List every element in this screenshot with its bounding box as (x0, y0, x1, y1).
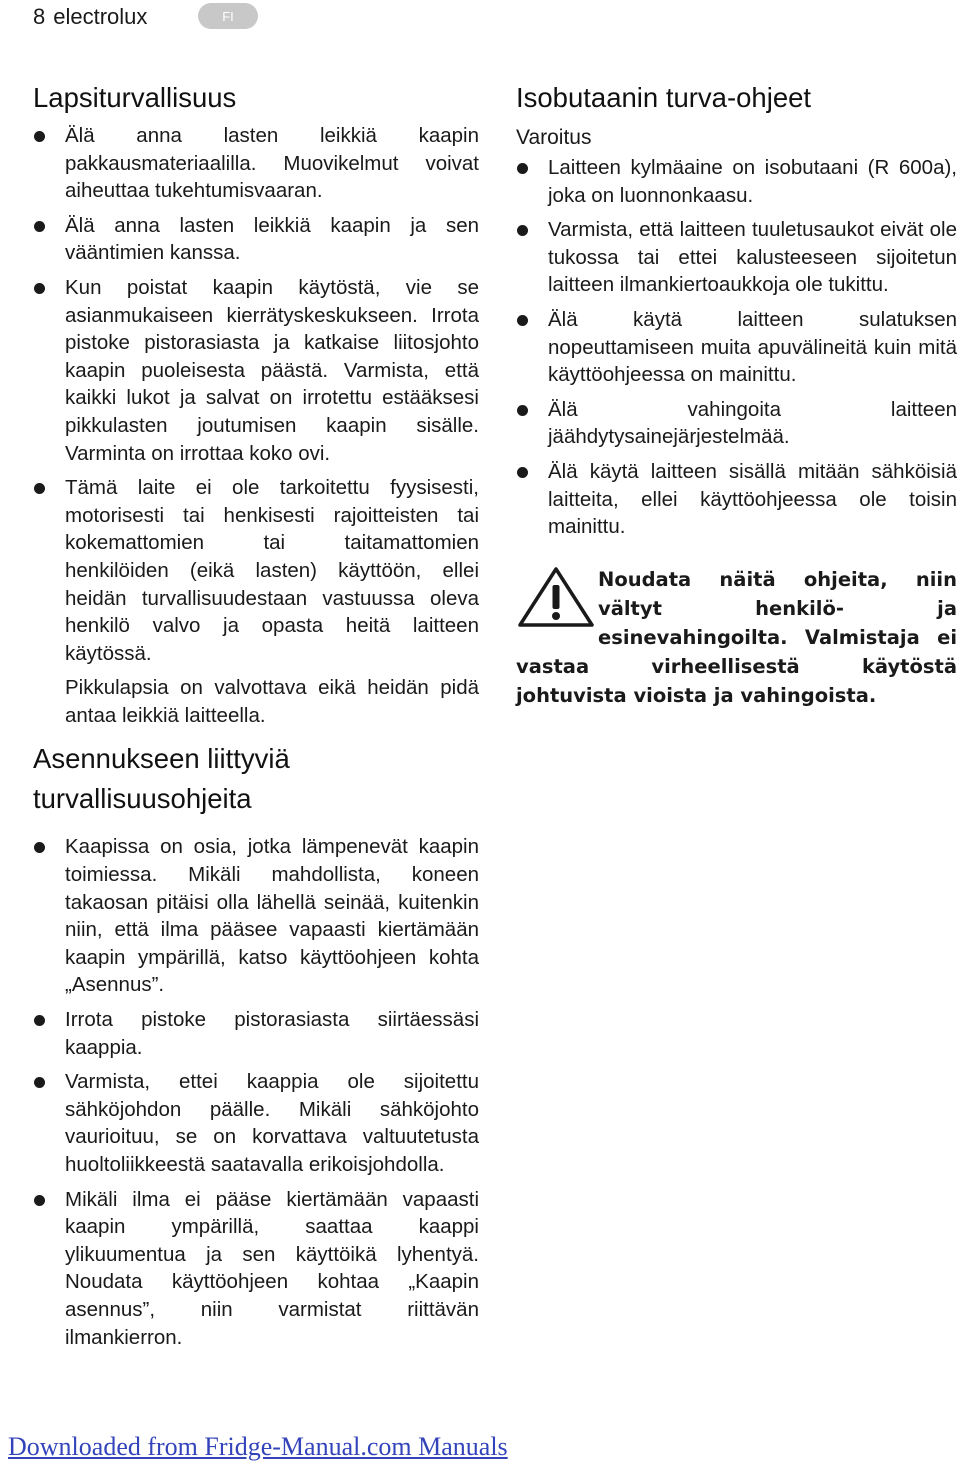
list-item (33, 833, 479, 999)
list-item (33, 212, 479, 267)
right-column (516, 76, 957, 710)
bullet-icon (517, 405, 528, 416)
list-item-text: Älä käytä laitteen sisällä mitään sähköisiä laitteita, ellei käyttöohjeessa ole toisin mainittu. (548, 459, 957, 539)
list-item-text: Laitteen kylmäaine on isobutaani (R 600a), joka on luonnonkaasu. (548, 156, 957, 207)
bullet-icon (34, 1015, 45, 1026)
bullet-icon (34, 842, 45, 853)
bullet-icon (517, 225, 528, 236)
list-item (516, 154, 957, 209)
language-badge: FI (198, 3, 258, 29)
list-item-text: Tämä laite ei ole tarkoitettu fyysisesti, motorisesti tai henkisesti rajoitteisten tai kokemattomien tai taitamattomien henkilöiden (eikä lasten) käyttöön, ellei heidän turvallisuudestaan vastuussa oleva henkilö valvo ja opasta heitä laitteen käytössä. (65, 476, 479, 665)
list-item (33, 1186, 479, 1352)
list-item-text: Kaapissa on osia, jotka lämpenevät kaapin toimiessa. Mikäli mahdollista, koneen takaosan pitäisi olla lähellä seinää, kuitenkin niin, että ilma pääsee vapaasti kiertämään kaapin ympärillä, katso käyttöohjeen kohta „Asennus”. (65, 835, 479, 997)
list-item-text: Kun poistat kaapin käytöstä, vie se asianmukaiseen kierrätyskeskukseen. Irrota pistoke pistorasiasta ja katkaise liitosjohto kaapin puoleisesta päästä. Varmista, että kaikki lukot ja salvat on irrotettu estääksesi pikkulasten joutumisen kaapin sisälle. Varminta on irrottaa koko ovi. (65, 275, 479, 465)
section-title-child-safety: Lapsiturvallisuus (33, 82, 237, 113)
bullet-icon (34, 221, 45, 232)
list-item (33, 122, 479, 205)
bullet-icon (34, 1077, 45, 1088)
list-item-text: Mikäli ilma ei pääse kiertämään vapaasti kaapin ympärillä, saattaa kaappi ylikuumentua ja sen käyttöikä lyhentyä. Noudata käyttöohjeen kohtaa „Kaapin asennus”, niin varmistat riittävän ilmankierron. (65, 1187, 479, 1349)
list-item-text: Älä anna lasten leikkiä kaapin ja sen vääntimien kanssa. (65, 213, 479, 265)
list-item (516, 458, 957, 541)
list-item-text: Älä vahingoita laitteen jäähdytysainejärjestelmää. (548, 397, 957, 449)
bullet-icon (34, 1195, 45, 1206)
download-source-link[interactable]: Downloaded from Fridge-Manual.com Manuals (8, 1432, 508, 1461)
list-item (33, 1006, 479, 1061)
list-item-text: Pikkulapsia on valvottava eikä heidän pidä antaa leikkiä laitteella. (65, 676, 479, 727)
list-item (516, 216, 957, 299)
section-title-line: turvallisuusohjeita (33, 783, 252, 815)
warning-triangle-icon (516, 565, 596, 629)
list-item-text: Älä käytä laitteen sulatuksen nopeuttamiseen muita apuvälineitä kuin mitä käyttöohjeessa on mainittu. (548, 307, 957, 387)
warning-subheading: Varoitus (516, 126, 592, 149)
list-item (516, 306, 957, 389)
installation-safety-list (33, 833, 479, 1351)
bullet-icon (517, 315, 528, 326)
left-column (33, 76, 479, 1358)
list-item (33, 474, 479, 729)
list-item (516, 396, 957, 451)
page-header (33, 2, 147, 32)
page-number: 8 (33, 4, 46, 29)
bullet-icon (517, 163, 528, 174)
bullet-icon (34, 131, 45, 142)
list-item-text: Irrota pistoke pistorasiasta siirtäessäsi kaappia. (65, 1008, 479, 1059)
section-title-isobutane-safety: Isobutaanin turva-ohjeet (516, 82, 812, 113)
warning-text: Noudata näitä ohjeita, niin vältyt henkilö- ja esinevahingoilta. Valmistaja ei vastaa virheellisestä käytöstä johtuvista vioista ja vahingoista. (516, 567, 957, 707)
bullet-icon (517, 467, 528, 478)
warning-notice (516, 565, 957, 710)
bullet-icon (34, 283, 45, 294)
section-title-installation-safety (33, 739, 479, 819)
list-item-text: Älä anna lasten leikkiä kaapin pakkausmateriaalilla. Muovikelmut voivat aiheuttaa tukehtumisvaaran. (65, 124, 479, 203)
list-item (33, 1068, 479, 1178)
brand-name: electrolux (53, 4, 148, 29)
child-safety-list (33, 122, 479, 729)
list-item-text: Varmista, että laitteen tuuletusaukot eivät ole tukossa tai ettei kalusteeseen sijoitetun laitteen ilmankiertoaukkoja ole tukittu. (548, 218, 957, 297)
list-item (33, 274, 479, 467)
section-title-line: Asennukseen liittyviä (33, 743, 290, 775)
bullet-icon (34, 483, 45, 494)
isobutane-safety-list (516, 154, 957, 541)
list-item-text: Varmista, ettei kaappia ole sijoitettu sähköjohdon päälle. Mikäli sähköjohto vaurioituu, se on korvattava valtuutetusta huoltoliikkeestä saatavalla erikoisjohdolla. (65, 1070, 479, 1176)
